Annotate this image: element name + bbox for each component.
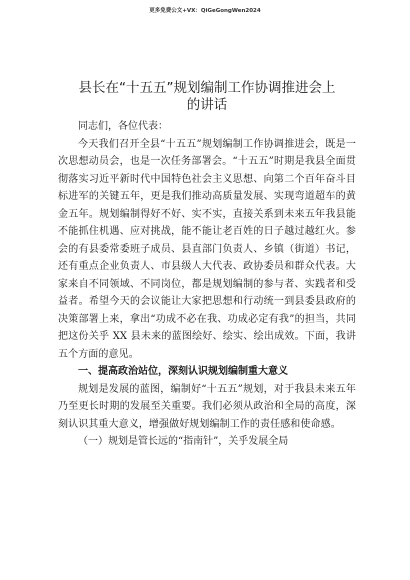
subsection-heading-1: （一）规划是管长远的“指南针”，关乎发展全局 bbox=[78, 436, 289, 447]
section-heading-1: 一、提高政治站位，深刻认识规划编制重大意义 bbox=[78, 366, 288, 377]
title-line-1: 县长在“十五五”规划编制工作协调推进会上 bbox=[78, 80, 336, 96]
document-title bbox=[58, 80, 356, 114]
salutation: 同志们，各位代表： bbox=[78, 121, 168, 132]
paragraph-intro: 今天我们召开全县“十五五”规划编制工作协调推进会，既是一次思想动员会，也是一次任务部署会。“十五五”时期是我县全面贯彻落实习近平新时代中国特色社会主义思想、向第二个百年奋斗目标进军的关键五年，更是我们推动高质量发展、实现弯道超车的黄金五年。规划编制得好不好、实不实，直接关系到未来五年我县能不能抓住机遇、应对挑战，能不能让老百姓的日子越过越红火。参会的有县委常委班子成员、县直部门负责人、乡镇（街道）书记，还有重点企业负责人、市县级人大代表、政协委员和群众代表。大家来自不同领域、不同岗位，都是规划编制的参与者、实践者和受益者。希望今天的会议能让大家把思想和行动统一到县委县政府的决策部署上来，拿出“功成不必在我、功成必定有我”的担当，共同把这份关乎 XX 县未来的蓝图绘好、绘实、绘出成效。下面，我讲五个方面的意见。 bbox=[58, 138, 356, 360]
header-note: 更多免费公文+VX：QiGeGongWen2024 bbox=[149, 8, 261, 14]
title-line-2: 的讲话 bbox=[186, 97, 228, 113]
paragraph-section-1: 规划是发展的蓝图，编制好“十五五”规划，对于我县未来五年乃至更长时期的发展至关重要。我们必须从政治和全局的高度，深刻认识其重大意义，增强做好规划编制工作的责任感和使命感。 bbox=[58, 383, 356, 430]
document-body bbox=[58, 80, 356, 451]
